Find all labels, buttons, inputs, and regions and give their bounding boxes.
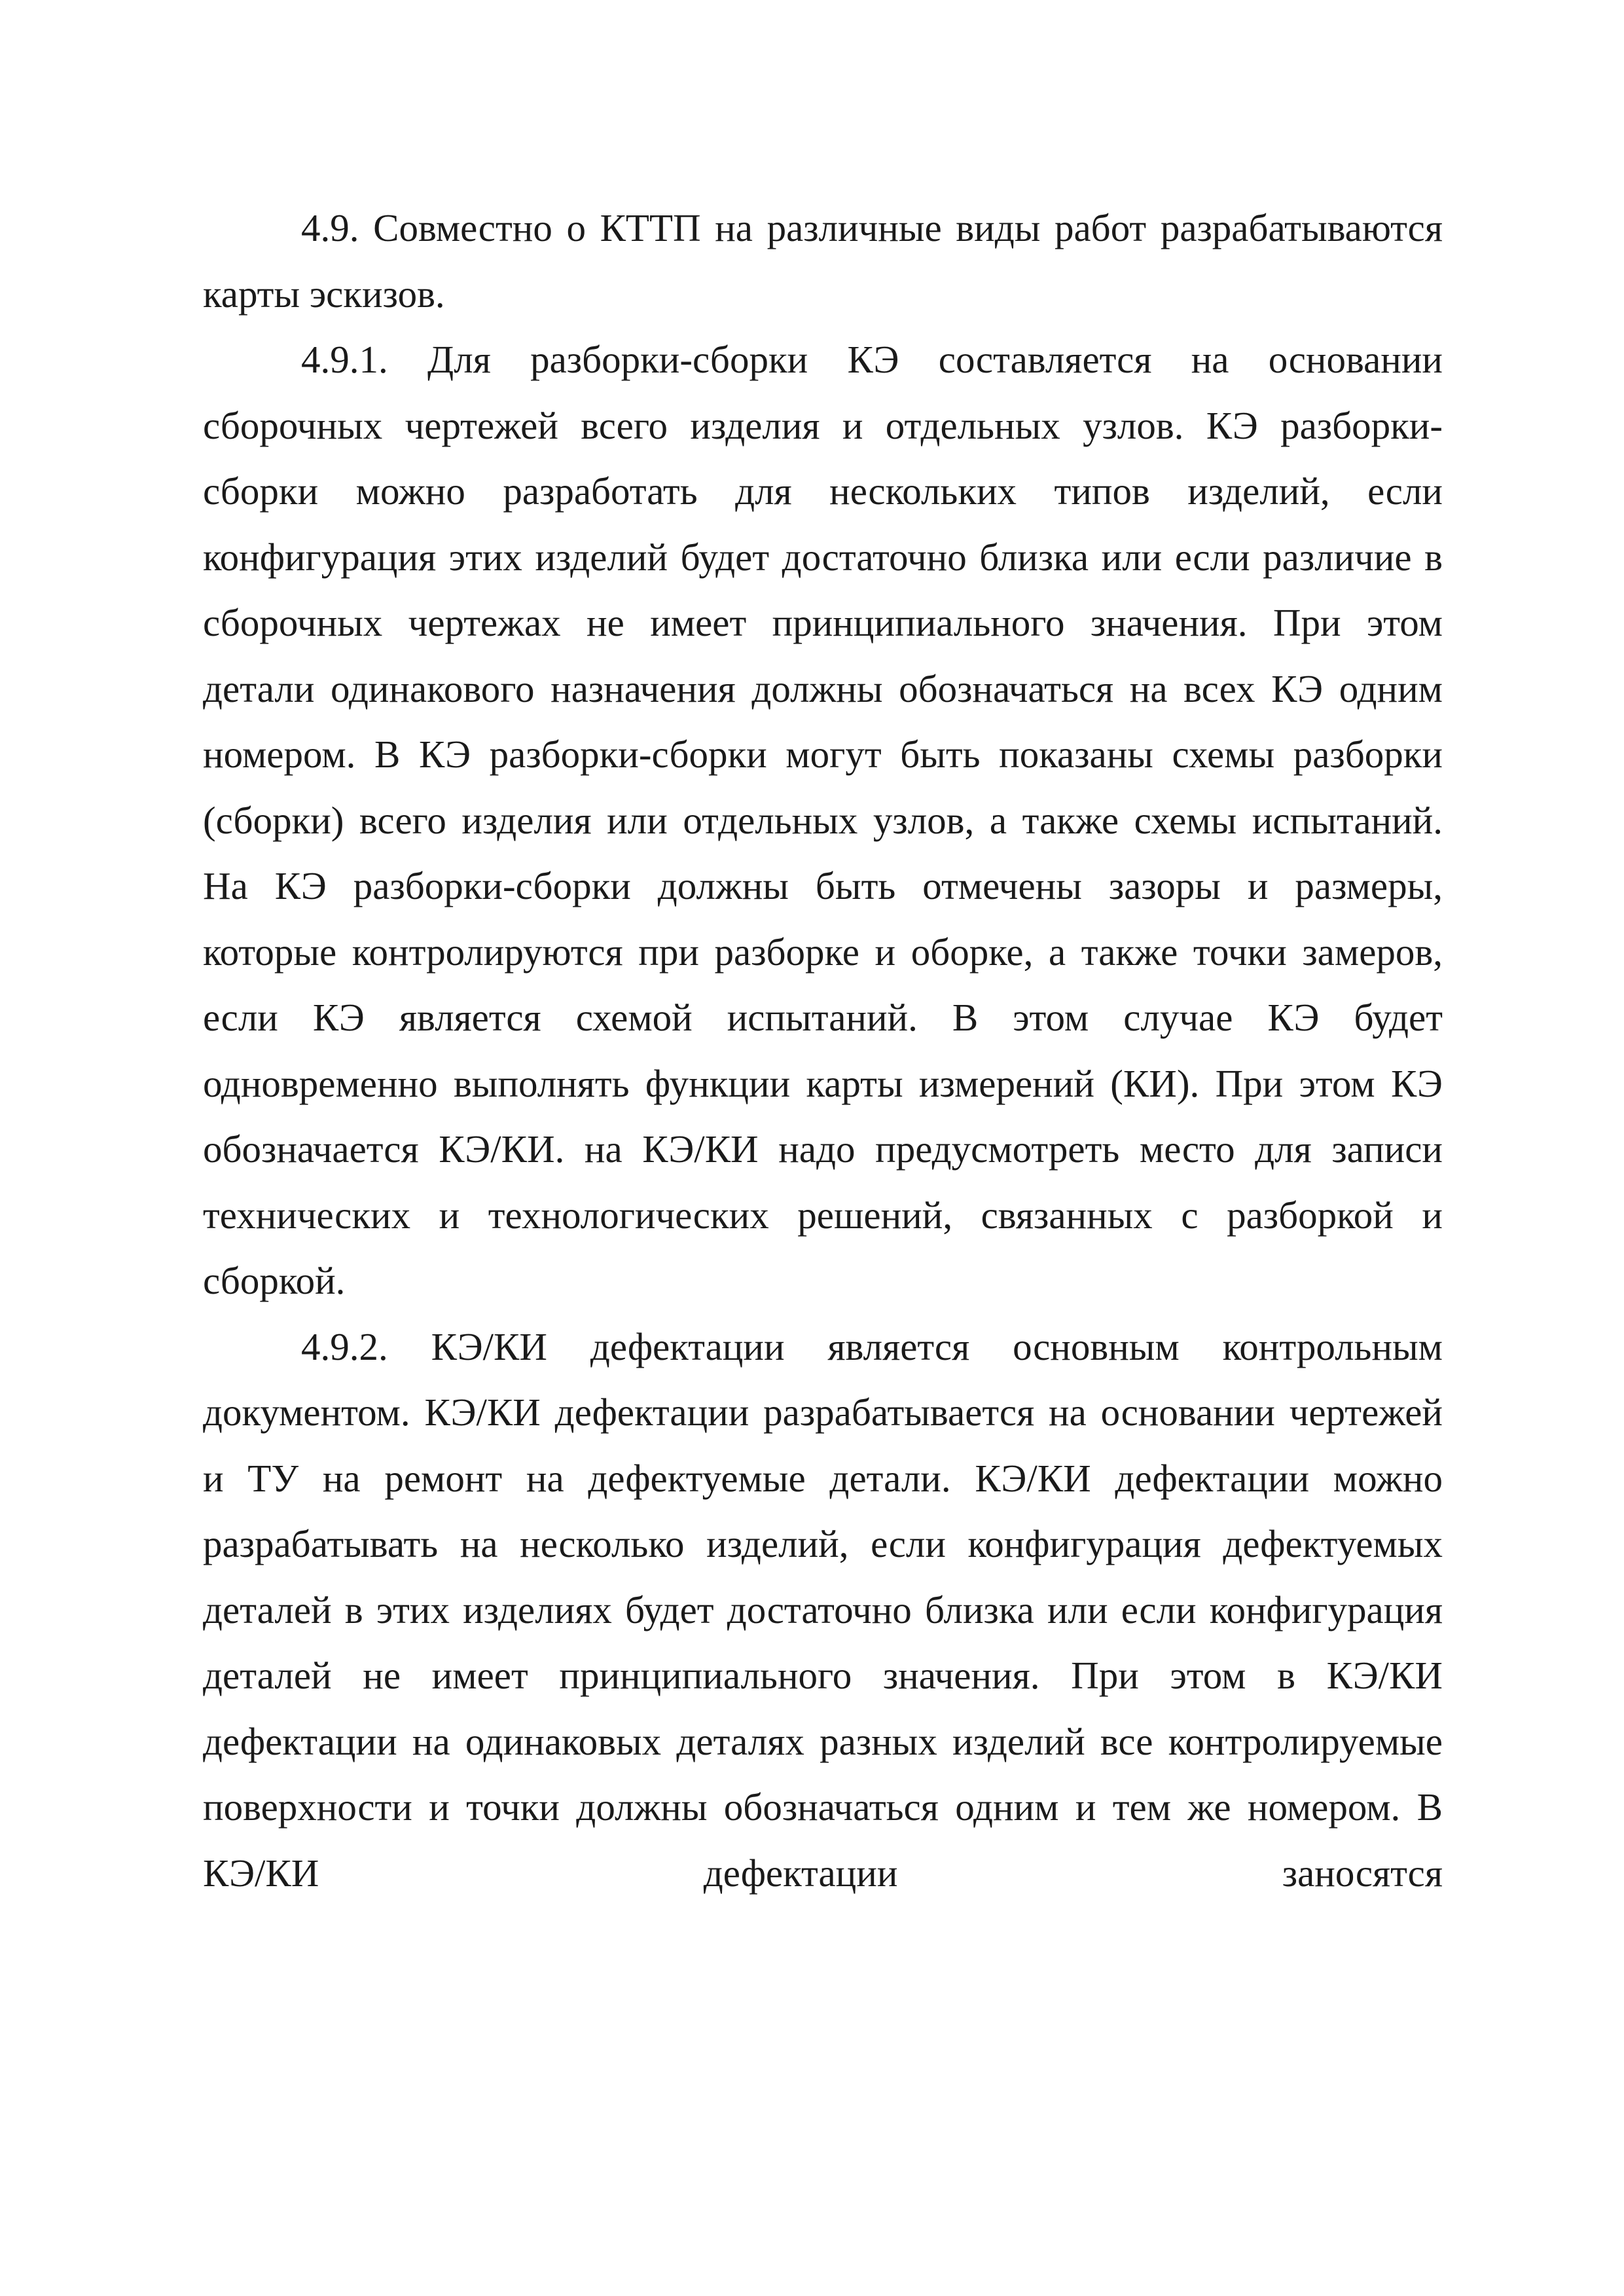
document-page	[203, 195, 1443, 1906]
paragraph-4-9: 4.9. Совместно о КТТП на различные виды работ разрабатываются карты эскизов.	[203, 206, 1443, 316]
paragraph-4-9-2: 4.9.2. КЭ/КИ дефектации является основным контрольным документом. КЭ/КИ дефектации разрабатывается на основании чертежей и ТУ на ремонт на дефектуемые детали. КЭ/КИ дефектации можно разрабатывать на несколько изделий, если конфигурация дефектуемых деталей в этих изделиях будет достаточно близка или если конфигурация деталей не имеет принципиального значения. При этом в КЭ/КИ дефектации на одинаковых деталях разных изделий все контролируемые поверхности и точки должны обозначаться одним и тем же номером. В КЭ/КИ дефектации заносятся	[203, 1324, 1443, 1895]
paragraph-4-9-1: 4.9.1. Для разборки-сборки КЭ составляется на основании сборочных чертежей всего изделия и отдельных узлов. КЭ разборки-сборки можно разработать для нескольких типов изделий, если конфигурация этих изделий будет достаточно близка или если различие в сборочных чертежах не имеет принципиального значения. При этом детали одинакового назначения должны обозначаться на всех КЭ одним номером. В КЭ разборки-сборки могут быть показаны схемы разборки (сборки) всего изделия или отдельных узлов, а также схемы испытаний. На КЭ разборки-сборки должны быть отмечены зазоры и размеры, которые контролируются при разборке и оборке, а также точки замеров, если КЭ является схемой испытаний. В этом случае КЭ будет одновременно выполнять функции карты измерений (КИ). При этом КЭ обозначается КЭ/КИ. на КЭ/КИ надо предусмотреть место для записи технических и технологических решений, связанных с разборкой и сборкой.	[203, 338, 1443, 1302]
